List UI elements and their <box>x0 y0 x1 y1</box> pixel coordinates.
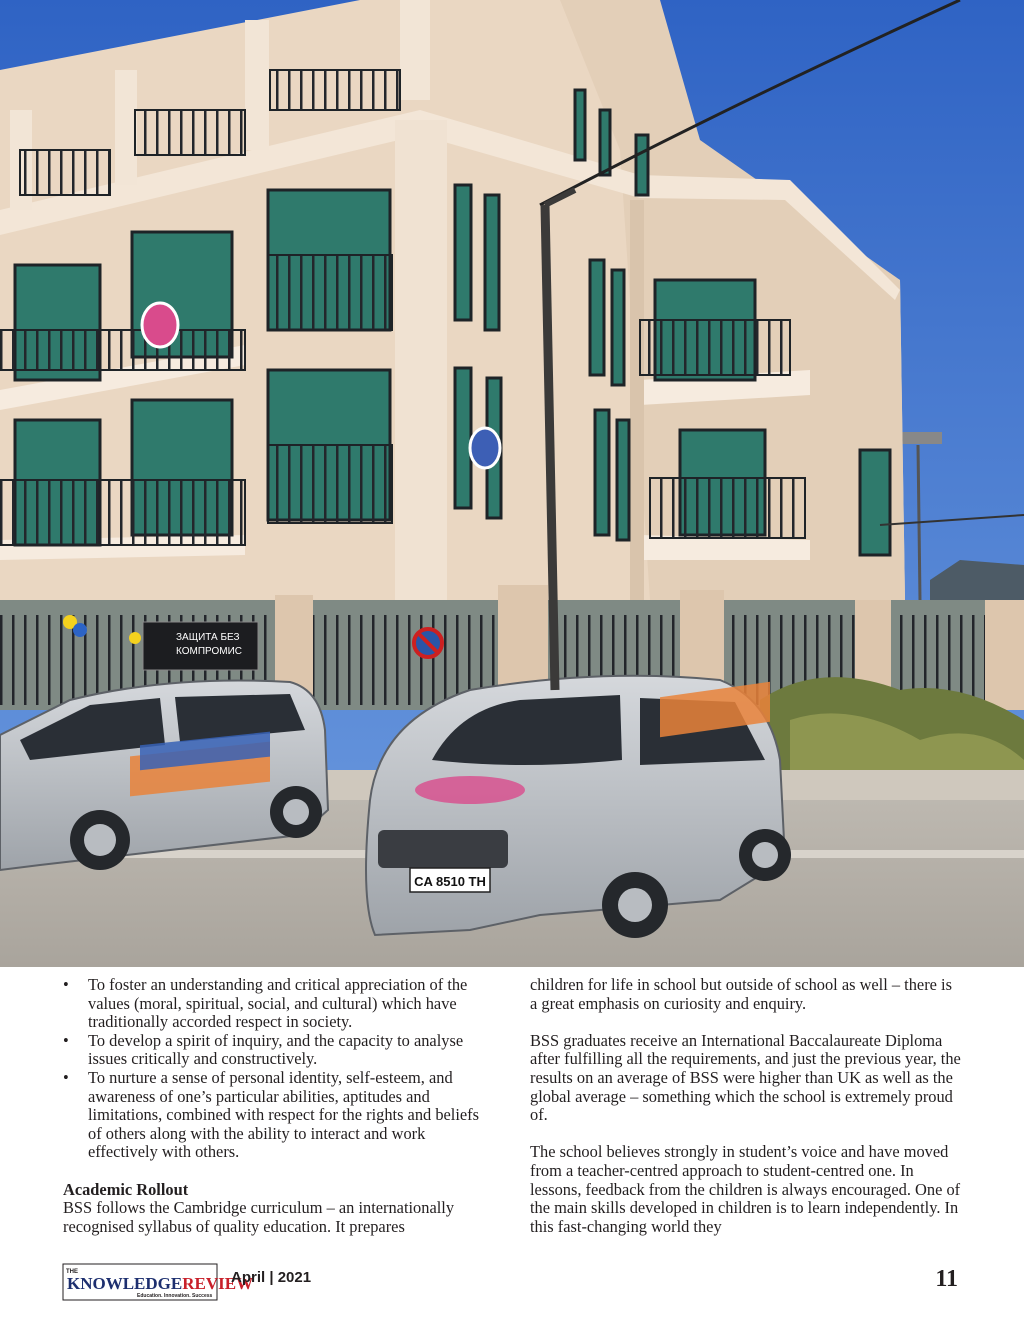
body-paragraph: BSS follows the Cambridge curriculum – an internationally recognised syllabus of quality education. It prepares <box>63 1198 455 1236</box>
section-heading: Academic Rollout <box>63 1179 189 1199</box>
knowledge-review-logo <box>63 1264 254 1300</box>
svg-text:THE: THE <box>66 1269 78 1275</box>
article-right-column <box>530 976 962 1236</box>
list-item: • To foster an understanding and critical appreciation of the values (moral, spiritual, social, and cultural) which have traditionally accorded respect in society. <box>63 976 493 1032</box>
body-paragraph: BSS graduates receive an International Baccalaureate Diploma after fulfilling all the requirements, and just the previous year, the results on an average of BSS were higher than UK as well as the global average – something which the school is extremely proud of. <box>530 1030 961 1125</box>
issue-date: April | 2021 <box>231 1269 312 1286</box>
list-item: • To develop a spirit of inquiry, and the capacity to analyse issues critically and constructively. <box>63 1032 493 1069</box>
svg-text:Education. Innovation. Success: Education. Innovation. Success <box>137 1293 213 1299</box>
svg-text:KNOWLEDGEREVIEW: KNOWLEDGEREVIEW <box>67 1274 254 1293</box>
objectives-list <box>63 976 493 1162</box>
license-plate-text: CA 8510 TH <box>414 874 486 889</box>
article-left-column <box>63 976 493 1236</box>
list-item: • To nurture a sense of personal identity, self-esteem, and awareness of one’s particular abilities, aptitudes and limitations, combined with respect for the rights and beliefs of others along with the ability to interact and work effectively with others. <box>63 1069 493 1162</box>
gate-sign-line1: ЗАЩИТА БЕЗ <box>176 632 240 643</box>
page-number: 11 <box>935 1266 958 1292</box>
body-paragraph: The school believes strongly in student’s voice and have moved from a teacher-centred approach to student-centred one. In lessons, feedback from the children is always encouraged. One of the main skills developed in children is to learn independently. In this fast-changing world they <box>530 1142 961 1236</box>
page-footer <box>0 1262 1024 1302</box>
gate-sign-line2: КОМПРОМИС <box>176 646 242 657</box>
body-paragraph: children for life in school but outside of school as well – there is a great emphasis on curiosity and enquiry. <box>530 975 952 1013</box>
